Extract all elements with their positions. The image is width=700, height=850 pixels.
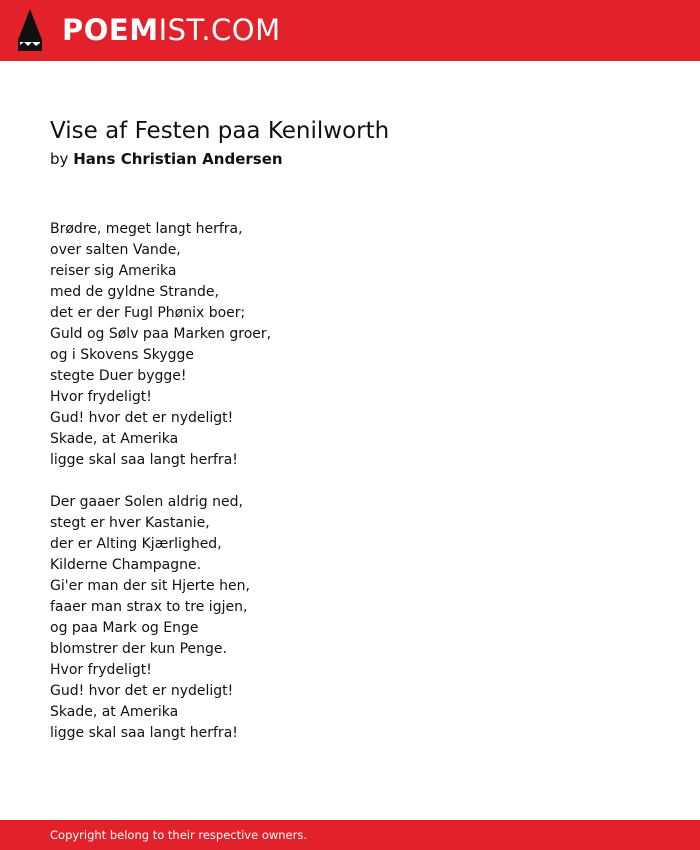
poem-line: med de gyldne Strande, — [50, 284, 219, 300]
poem-line: Guld og Sølv paa Marken groer, — [50, 326, 272, 342]
poem-title: Vise af Festen paa Kenilworth — [50, 118, 390, 144]
poem-line: ligge skal saa langt herfra! — [50, 452, 238, 468]
poem-line: Der gaaer Solen aldrig ned, — [50, 494, 243, 510]
poem-line: ligge skal saa langt herfra! — [50, 725, 238, 741]
poem-line: Skade, at Amerika — [50, 704, 179, 720]
poem-line: over salten Vande, — [50, 242, 181, 258]
poem-line: Hvor frydeligt! — [50, 662, 152, 678]
poem-line: faaer man strax to tre igjen, — [50, 599, 248, 615]
byline-prefix: by — [50, 150, 69, 168]
poem-line: Gi'er man der sit Hjerte hen, — [50, 578, 250, 594]
logo-text-bold: POEM — [62, 13, 159, 47]
poem-line: stegte Duer bygge! — [50, 368, 187, 384]
poem-line: og i Skovens Skygge — [50, 347, 194, 363]
poem-stanza — [50, 492, 650, 744]
poem-stanza — [50, 219, 650, 471]
poem-line: Kilderne Champagne. — [50, 557, 202, 573]
site-footer — [0, 820, 700, 850]
logo-text-light: IST.COM — [158, 13, 281, 47]
site-header — [0, 0, 700, 61]
site-logo-link[interactable] — [62, 13, 281, 47]
poem-line: Brødre, meget langt herfra, — [50, 221, 243, 237]
poem-line: og paa Mark og Enge — [50, 620, 199, 636]
poem-line: Gud! hvor det er nydeligt! — [50, 683, 234, 699]
poem-line: Skade, at Amerika — [50, 431, 179, 447]
poem-line: der er Alting Kjærlighed, — [50, 536, 222, 552]
pencil-tip-icon[interactable] — [18, 9, 42, 51]
poem-line: Gud! hvor det er nydeligt! — [50, 410, 234, 426]
poem-author: Hans Christian Andersen — [73, 150, 283, 168]
poem-line: reiser sig Amerika — [50, 263, 177, 279]
copyright-notice: Copyright belong to their respective owners. — [50, 828, 308, 842]
poem-byline — [50, 148, 283, 170]
poem-line: stegt er hver Kastanie, — [50, 515, 210, 531]
poem-line: Hvor frydeligt! — [50, 389, 152, 405]
poem-line: det er der Fugl Phønix boer; — [50, 305, 246, 321]
poem-body — [50, 219, 650, 765]
poem-line: blomstrer der kun Penge. — [50, 641, 227, 657]
